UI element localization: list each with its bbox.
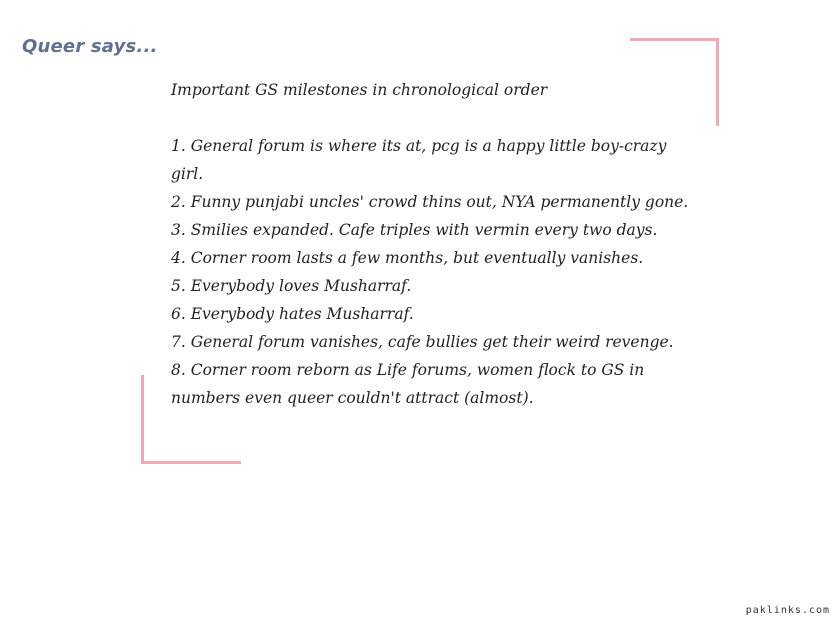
milestone-list [171, 132, 701, 412]
milestone-item: 6. Everybody hates Musharraf. [171, 305, 414, 323]
quote-body [171, 76, 701, 412]
quote-heading: Important GS milestones in chronological order [171, 81, 548, 99]
milestone-item: 2. Funny punjabi uncles' crowd thins out, NYA permanently gone. [171, 193, 689, 211]
milestone-item: 1. General forum is where its at, pcg is a happy little boy-crazy girl. [171, 137, 667, 183]
milestone-item: 7. General forum vanishes, cafe bullies get their weird revenge. [171, 333, 674, 351]
milestone-item: 8. Corner room reborn as Life forums, women flock to GS in numbers even queer couldn't attract (almost). [171, 361, 645, 407]
watermark: paklinks.com [745, 605, 830, 616]
milestone-item: 3. Smilies expanded. Cafe triples with vermin every two days. [171, 221, 658, 239]
milestone-item: 4. Corner room lasts a few months, but eventually vanishes. [171, 249, 644, 267]
author-label: Queer says... [22, 36, 158, 57]
milestone-item: 5. Everybody loves Musharraf. [171, 277, 412, 295]
